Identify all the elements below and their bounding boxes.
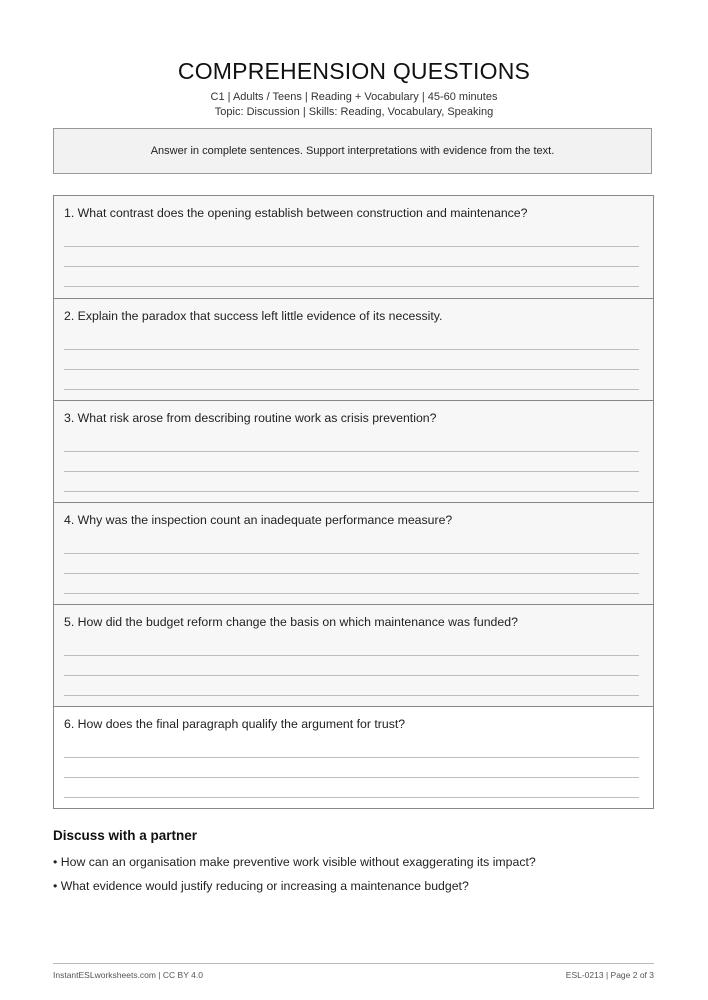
meta-line-topic: Topic: Discussion | Skills: Reading, Vocabulary, Speaking: [214, 106, 494, 118]
answer-line[interactable]: [64, 349, 639, 350]
answer-line[interactable]: [64, 389, 639, 390]
question-row: [54, 706, 653, 808]
question-text: 2. Explain the paradox that success left little evidence of its necessity.: [64, 309, 443, 323]
discussion-item: • How can an organisation make preventive work visible without exaggerating its impact?: [53, 855, 536, 869]
answer-line[interactable]: [64, 695, 639, 696]
answer-line[interactable]: [64, 675, 639, 676]
question-text: 5. How did the budget reform change the basis on which maintenance was funded?: [64, 615, 518, 629]
discussion-heading: Discuss with a partner: [53, 828, 198, 843]
footer-divider: [53, 963, 654, 964]
question-text: 6. How does the final paragraph qualify the argument for trust?: [64, 717, 406, 731]
meta-line-level: C1 | Adults / Teens | Reading + Vocabulary | 45-60 minutes: [210, 91, 498, 103]
answer-line[interactable]: [64, 451, 639, 452]
question-row: [54, 400, 653, 502]
answer-line[interactable]: [64, 593, 639, 594]
question-row: [54, 604, 653, 706]
answer-line[interactable]: [64, 246, 639, 247]
answer-line[interactable]: [64, 553, 639, 554]
answer-line[interactable]: [64, 573, 639, 574]
answer-line[interactable]: [64, 655, 639, 656]
answer-line[interactable]: [64, 491, 639, 492]
answer-line[interactable]: [64, 369, 639, 370]
answer-line[interactable]: [64, 471, 639, 472]
questions-table: [53, 195, 654, 809]
answer-line[interactable]: [64, 286, 639, 287]
discussion-item: • What evidence would justify reducing or increasing a maintenance budget?: [53, 879, 469, 893]
question-text: 3. What risk arose from describing routine work as crisis prevention?: [64, 411, 437, 425]
instructions-box: [53, 128, 652, 174]
question-text: 4. Why was the inspection count an inadequate performance measure?: [64, 513, 453, 527]
footer-page-number: ESL-0213 | Page 2 of 3: [565, 970, 654, 980]
question-row: [54, 502, 653, 604]
answer-line[interactable]: [64, 797, 639, 798]
instructions-text: Answer in complete sentences. Support interpretations with evidence from the text.: [150, 145, 555, 157]
question-row: [54, 196, 653, 298]
footer-source: InstantESLworksheets.com | CC BY 4.0: [53, 970, 203, 980]
question-text: 1. What contrast does the opening establish between construction and maintenance?: [64, 206, 528, 220]
answer-line[interactable]: [64, 757, 639, 758]
page-title: COMPREHENSION QUESTIONS: [177, 58, 531, 84]
answer-line[interactable]: [64, 266, 639, 267]
answer-line[interactable]: [64, 777, 639, 778]
question-row: [54, 298, 653, 400]
